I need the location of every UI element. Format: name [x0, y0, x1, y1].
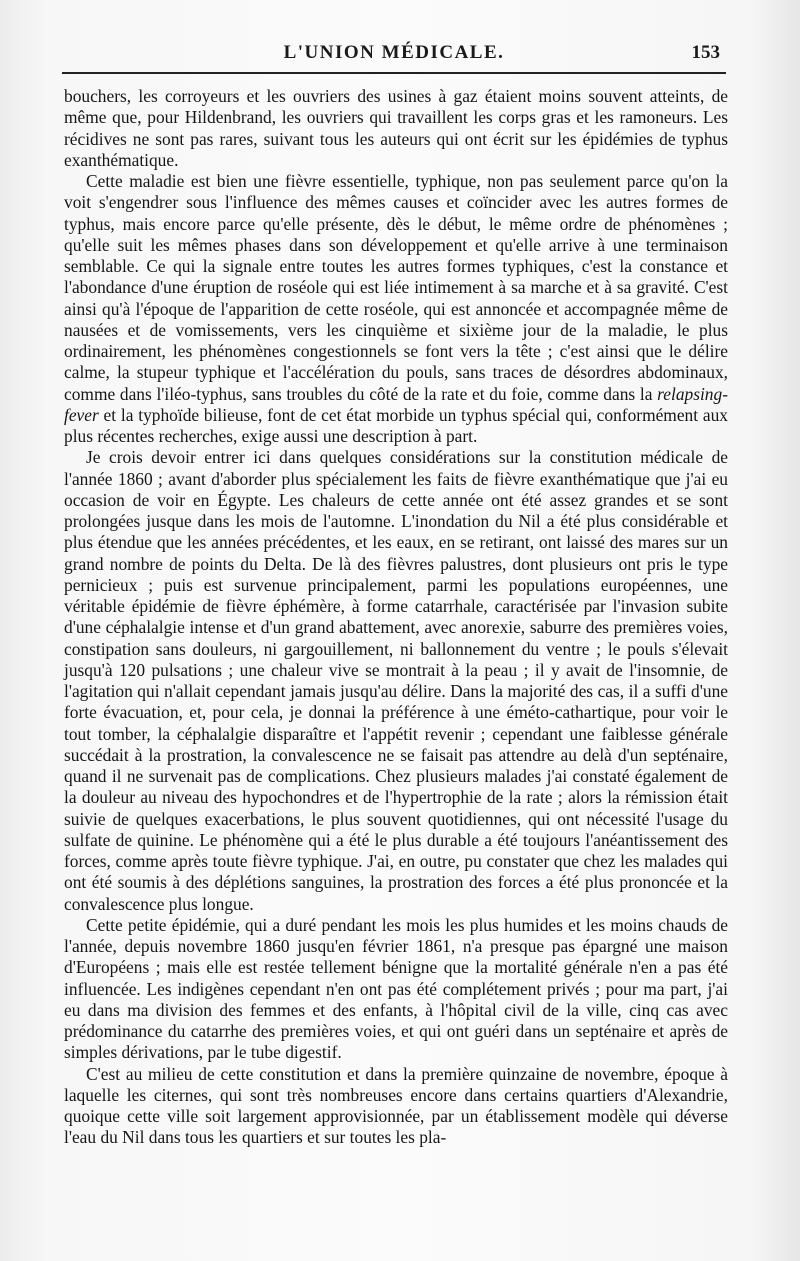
- paragraph-4: [64, 915, 728, 1064]
- paragraph-2-italic-term: relapsing-fever: [64, 383, 728, 425]
- page-number: 153: [691, 42, 720, 63]
- paragraph-2: [64, 171, 728, 447]
- running-head: L'UNION MÉDICALE.: [283, 42, 505, 63]
- body-text: [64, 86, 728, 1149]
- paragraph-2-text-a: Cette maladie est bien une fièvre essentielle, typhique, non pas seulement parce qu'on la voit s'engendrer sous l'influence des mêmes causes et coïncider avec les autres formes de typhus, mais encore parce qu'elle présente, dès le début, le même ordre de phénomènes ; qu'elle suit les mêmes phases dans son développement et qu'elle arrive à une terminaison semblable. Ce qui la signale entre toutes les autres formes typhiques, c'est la constance et l'abondance d'une éruption de roséole qui est liée intimement à sa marche et à sa gravité. C'est ainsi qu'à l'époque de l'apparition de cette roséole, qui est annoncée et accompagnée même de nausées et de vomissements, vers les cinquième et sixième jour de la maladie, le plus ordinairement, les phénomènes congestionnels se font vers la tête ; c'est ainsi que le délire calme, la stupeur typhique et l'accélération du pouls, sans traces de désordres abdominaux, comme dans l'iléo-typhus, sans troubles du côté de la rate et du foie, comme dans la: [64, 171, 728, 404]
- paragraph-5-text: C'est au milieu de cette constitution et dans la première quinzaine de novembre, époque à laquelle les citernes, qui sont très nombreuses encore dans certains quartiers d'Alexandrie, quoique cette ville soit largement approvisionnée, par un établissement modèle qui déverse l'eau du Nil dans tous les quartiers et sur toutes les pla-: [64, 1063, 728, 1148]
- paragraph-1: [64, 86, 728, 171]
- paragraph-4-text: Cette petite épidémie, qui a duré pendant les mois les plus humides et les moins chauds de l'année, depuis novembre 1860 jusqu'en février 1861, n'a presque pas épargné une maison d'Européens ; mais elle est restée tellement bénigne que la mortalité générale n'en a pas été influencée. Les indigènes cependant n'en ont pas été complétement privés ; pour ma part, j'ai eu dans ma division des femmes et des enfants, à l'hôpital civil de la ville, cinq cas avec prédominance du catarrhe des premières voies, et qui ont guéri dans un septénaire et après de simples dérivations, par le tube digestif.: [64, 914, 728, 1063]
- paragraph-1-text: bouchers, les corroyeurs et les ouvriers des usines à gaz étaient moins souvent atteints, de même que, pour Hildenbrand, les ouvriers qui travaillent les corps gras et les ramoneurs. Les récidives ne sont pas rares, suivant tous les auteurs qui ont écrit sur les épidémies de typhus exanthématique.: [64, 86, 728, 170]
- paragraph-3: [64, 447, 728, 915]
- page-header: [62, 38, 726, 78]
- paragraph-3-text: Je crois devoir entrer ici dans quelques considérations sur la constitution médicale de l'année 1860 ; avant d'aborder plus spécialement les faits de fièvre exanthématique que j'ai eu occasion de voir en Égypte. Les chaleurs de cette année ont été assez grandes et se sont prolongées jusque dans les mois de l'automne. L'inondation du Nil a été plus considérable et plus étendue que les années précédentes, et les eaux, en se retirant, ont laissé des mares sur un grand nombre de points du Delta. De là des fièvres palustres, dont plusieurs ont pris le type pernicieux ; puis est survenue principalement, parmi les populations européennes, une véritable épidémie de fièvre éphémère, à forme catarrhale, caractérisée par l'invasion subite d'une céphalalgie intense et d'un grand abattement, avec anorexie, saburre des premières voies, constipation sans douleurs, ni gargouillement, ni ballonnement du ventre ; le pouls s'élevait jusqu'à 120 pulsations ; une chaleur vive se montrait à la peau ; il y avait de l'insomnie, de l'agitation qui n'allait cependant jamais jusqu'au délire. Dans la majorité des cas, il a suffi d'une forte évacuation, et, pour cela, je donnai la préférence à une éméto-cathartique, pour voir le tout tomber, la céphalalgie disparaître et l'appétit revenir ; cependant une faiblesse générale succédait à la prostration, la convalescence ne se faisait pas attendre au delà d'un septénaire, quand il ne survenait pas de complications. Chez plusieurs malades j'ai constaté également de la douleur au niveau des hypochondres et de l'hypertrophie de la rate ; alors la rémission était suivie de quelques exacerbations, le plus souvent quotidiennes, qui ont nécessité l'usage du sulfate de quinine. Le phénomène qui a été le plus durable a été toujours l'anéantissement des forces, comme après toute fièvre typhique. J'ai, en outre, pu constater que chez les malades qui ont été soumis à des déplétions sanguines, la prostration des forces a été plus prononcée et la convalescence plus longue.: [64, 447, 728, 914]
- paragraph-5: [64, 1064, 728, 1149]
- paragraph-2-text-b: et la typhoïde bilieuse, font de cet état morbide un typhus spécial qui, conformément aux plus récentes recherches, exige aussi une description à part.: [64, 404, 728, 446]
- header-rule: [62, 72, 726, 74]
